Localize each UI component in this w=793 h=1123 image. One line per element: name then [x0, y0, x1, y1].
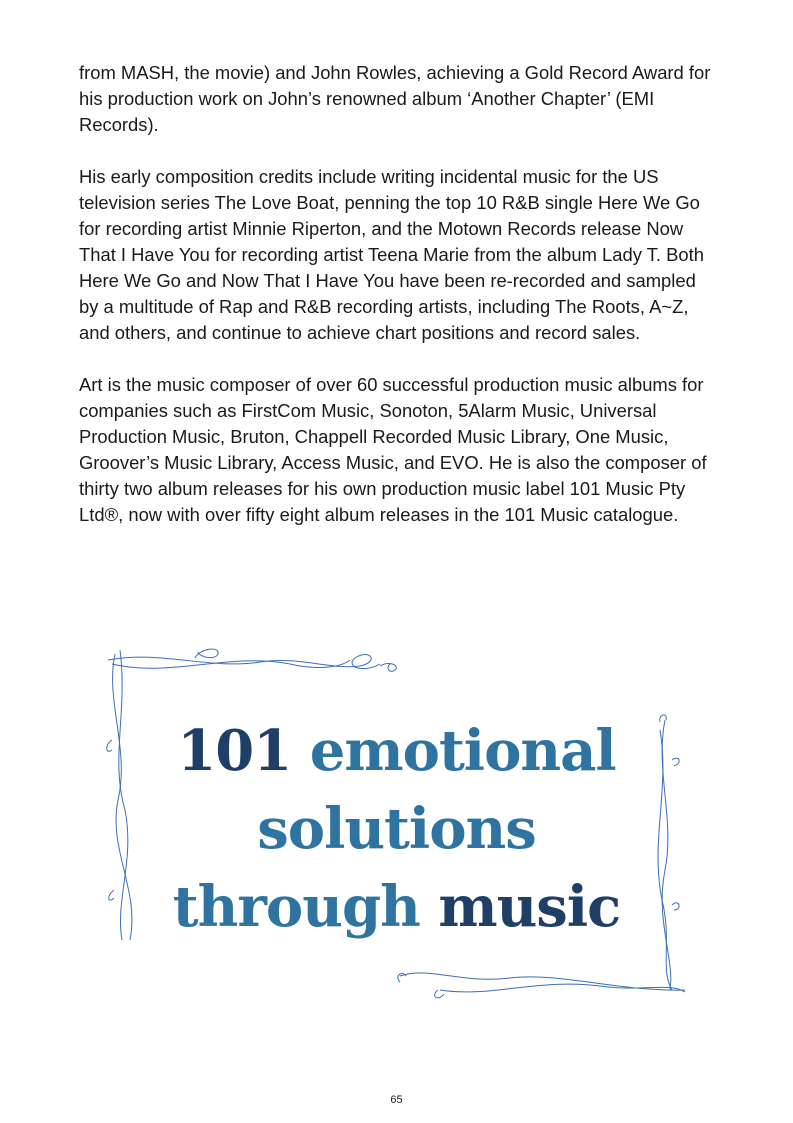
tagline-word: emotional — [309, 718, 616, 784]
tagline-number: 101 — [177, 718, 292, 784]
tagline-word: solutions — [257, 796, 536, 862]
tagline-word: through — [172, 874, 420, 940]
paragraph: from MASH, the movie) and John Rowles, achieving a Gold Record Award for his production work on John’s renowned album ‘Another Chapter’ (EMI Records). — [79, 62, 711, 135]
page-number: 65 — [390, 1094, 403, 1106]
paragraph: Art is the music composer of over 60 successful production music albums for companies such as FirstCom Music, Sonoton, 5Alarm Music, Universal Production Music, Bruton, Chappell Recorded Music Library, One Music, Groover’s Music Library, Access Music, and EVO. He is also the composer of thirty two album releases for his own production music label 101 Music Pty Ltd®, now with over fifty eight album releases in the 101 Music catalogue. — [79, 374, 707, 525]
article-body — [79, 60, 719, 554]
paragraph: His early composition credits include writing incidental music for the US television series The Love Boat, penning the top 10 R&B single Here We Go for recording artist Minnie Riperton, and the Motown Records release Now That I Have You for recording artist Teena Marie from the album Lady T. Both Here We Go and Now That I Have You have been re-recorded and sampled by a multitude of Rap and R&B recording artists, including The Roots, A~Z, and others, and continue to achieve chart positions and record sales. — [79, 166, 704, 343]
tagline-heading — [100, 712, 693, 946]
tagline-word: music — [438, 874, 621, 940]
